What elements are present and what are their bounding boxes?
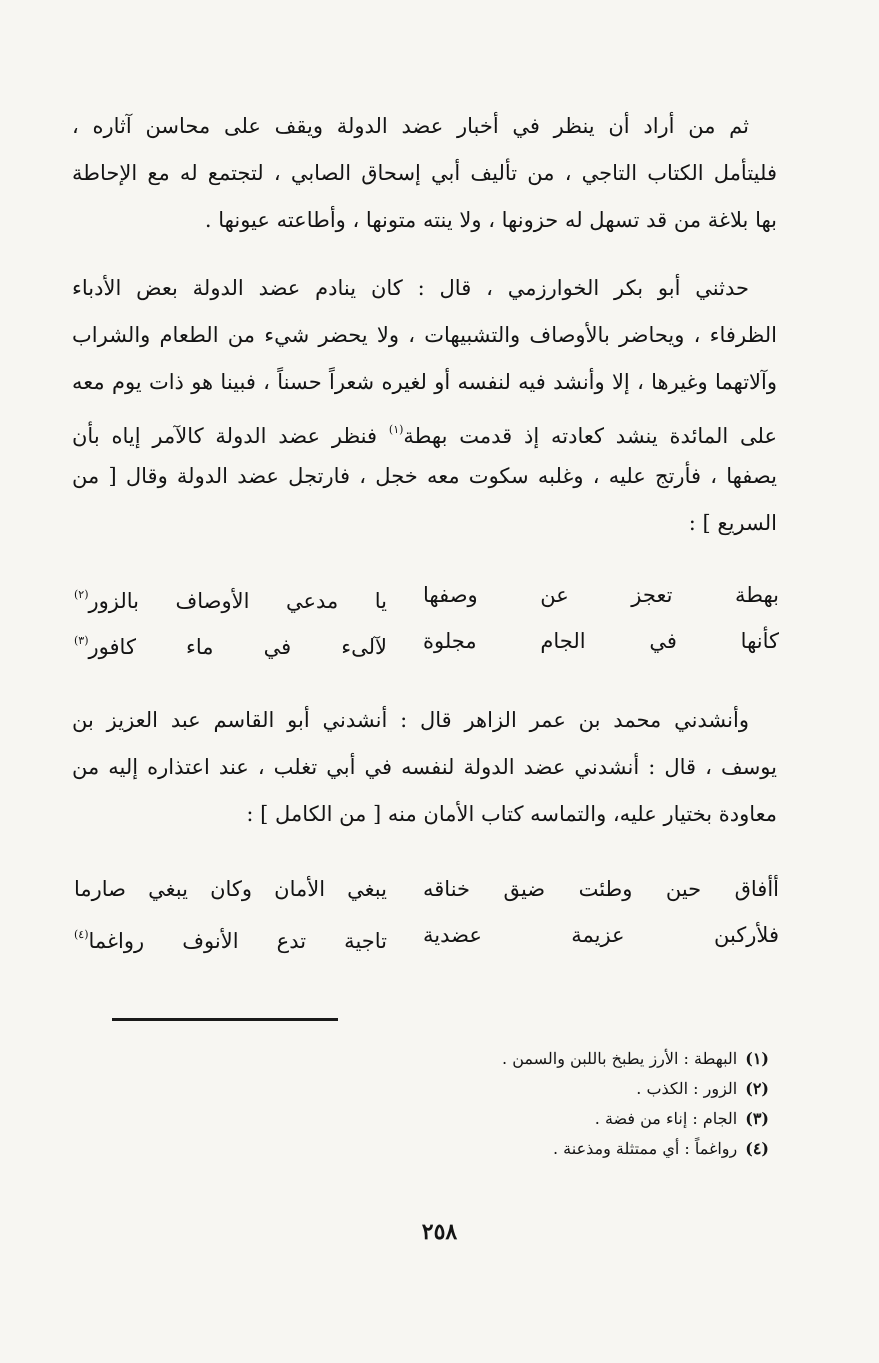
line-text-before-footnote: على المائدة ينشد كعادته إذ قدمت بهطة	[403, 424, 777, 448]
paragraph-1	[72, 103, 777, 244]
verse-line	[74, 572, 779, 618]
paragraph-line: فليتأمل الكتاب التاجي ، من تأليف أبي إسحاق الصابي ، لتجتمع له مع الإحاطة	[72, 161, 777, 185]
footnote-ref-1: (١)	[388, 423, 404, 436]
footnote-number: (٣)	[745, 1109, 769, 1128]
paragraph-line	[72, 406, 777, 453]
paragraph-line: وأنشدني محمد بن عمر الزاهر قال : أنشدني أبو القاسم عبد العزيز بن	[72, 708, 749, 732]
footnote	[269, 1104, 769, 1134]
line-text-after-footnote: فنظر عضد الدولة كالآمر إياه بأن	[72, 424, 389, 448]
verse-line	[74, 866, 779, 912]
verse-first-hemistich: أأفاق حين وطئت ضيق خناقه	[423, 877, 779, 901]
paragraph-line: الظرفاء ، ويحاضر بالأوصاف والتشبيهات ، ولا يحضر شيء من الطعام والشراب	[72, 323, 777, 347]
paragraph-line: معاودة بختيار عليه، والتماسه كتاب الأمان منه [ من الكامل ] :	[246, 802, 777, 826]
verse-second-hemistich	[74, 572, 387, 618]
footnote-ref-2: (٢)	[74, 588, 89, 601]
verse-first-hemistich: كأنها في الجام مجلوة	[423, 629, 779, 653]
page-number: ٢٥٨	[421, 1219, 458, 1245]
footnote-divider	[112, 1018, 338, 1021]
verse-first-hemistich: بهطة تعجز عن وصفها	[423, 583, 779, 607]
footnotes	[269, 1044, 769, 1164]
paragraph-line: يوسف ، قال : أنشدني عضد الدولة لنفسه في أبي تغلب ، عند اعتذاره إليه من	[72, 755, 777, 779]
paragraph-3	[72, 697, 777, 838]
paragraph-2	[72, 265, 777, 547]
poem-2	[74, 866, 779, 958]
footnote-number: (٤)	[745, 1139, 769, 1158]
verse-first-hemistich: فلأركبن عزيمة عضدية	[423, 923, 779, 947]
hemistich-text: يا مدعي الأوصاف بالزور	[88, 589, 387, 613]
footnote-text: رواغماً : أي ممتثلة ومذعنة .	[552, 1139, 738, 1158]
paragraph-line: بها بلاغة من قد تسهل له حزونها ، ولا ينته متونها ، وأطاعته عيونها .	[204, 208, 777, 232]
footnote-ref-3: (٣)	[74, 634, 89, 647]
paragraph-line: ثم من أراد أن ينظر في أخبار عضد الدولة ويقف على محاسن آثاره ،	[72, 114, 749, 138]
footnote-number: (٢)	[745, 1079, 769, 1098]
paragraph-line: يصفها ، فأرتج عليه ، وغلبه سكوت معه خجل ، فارتجل عضد الدولة وقال [ من	[72, 464, 777, 488]
poem-1-body	[74, 572, 779, 664]
paragraph-line: السريع ] :	[688, 511, 777, 535]
footnote	[269, 1074, 769, 1104]
verse-second-hemistich	[74, 912, 387, 958]
footnote-number: (١)	[745, 1049, 769, 1068]
hemistich-text: لآلىء في ماء كافور	[88, 635, 387, 659]
footnote	[269, 1134, 769, 1164]
verse-second-hemistich	[74, 618, 387, 664]
paragraph-line: حدثني أبو بكر الخوارزمي ، قال : كان ينادم عضد الدولة بعض الأدباء	[72, 276, 749, 300]
verse-line	[74, 618, 779, 664]
hemistich-text: يبغي الأمان وكان يبغي صارما	[74, 877, 387, 901]
footnote	[269, 1044, 769, 1074]
footnote-text: الجام : إناء من فضة .	[594, 1109, 738, 1128]
footnote-text: البهطة : الأرز يطبخ باللبن والسمن .	[502, 1049, 738, 1068]
footnote-ref-4: (٤)	[74, 928, 89, 941]
verse-second-hemistich	[74, 866, 387, 912]
verse-line	[74, 912, 779, 958]
hemistich-text: تاجية تدع الأنوف رواغما	[88, 929, 387, 953]
paragraph-line: وآلاتهما وغيرها ، إلا وأنشد فيه لنفسه أو لغيره شعراً حسناً ، فبينا هو ذات يوم معه	[72, 370, 777, 394]
footnote-text: الزور : الكذب .	[636, 1079, 738, 1098]
